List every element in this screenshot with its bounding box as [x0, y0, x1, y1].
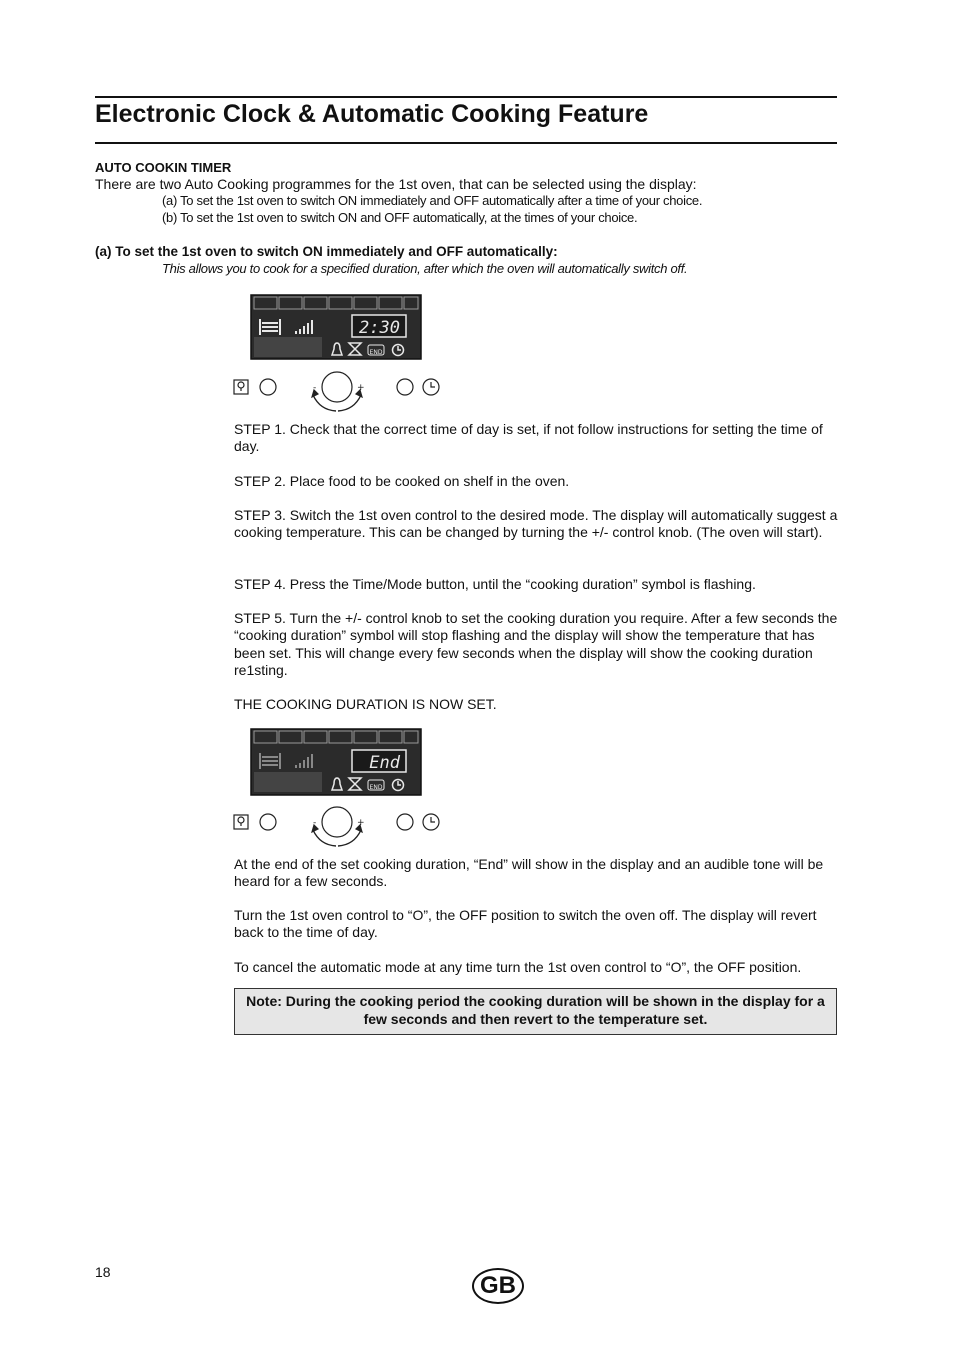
control-panel-2 [230, 727, 446, 849]
knob-plus: + [357, 818, 365, 828]
light-button-2[interactable] [234, 814, 276, 830]
svg-text:END: END [369, 784, 383, 791]
panel-diagram-2 [230, 727, 446, 849]
knob-minus: - [313, 383, 317, 393]
page-title: Electronic Clock & Automatic Cooking Feature [95, 100, 649, 128]
step-4: STEP 4. Press the Time/Mode button, until the “cooking duration” symbol is flashing. [234, 576, 756, 592]
time-mode-button-2[interactable] [397, 814, 439, 830]
knob-minus: - [313, 818, 317, 828]
option-a: (a) To set the 1st oven to switch ON immediately and OFF automatically after a time of your choice. [162, 193, 703, 208]
title-rule [95, 142, 837, 144]
auto-timer-heading: AUTO COOKIN TIMER [95, 160, 232, 175]
display-readout-2: End [369, 753, 400, 773]
knob-icon[interactable] [312, 372, 362, 411]
step-1: STEP 1. Check that the correct time of day is set, if not follow instructions for setting the time of day. [234, 421, 823, 455]
duration-set: THE COOKING DURATION IS NOW SET. [234, 696, 497, 712]
step-3: STEP 3. Switch the 1st oven control to the desired mode. The display will automatically suggest a cooking temperature. This can be changed by turning the +/- control knob. (The oven will start). [234, 507, 838, 541]
auto-timer-intro: There are two Auto Cooking programmes for the 1st oven, that can be selected using the display: [95, 176, 697, 192]
country-badge: GB [472, 1268, 524, 1304]
panel-diagram-1 [230, 293, 446, 415]
step-2: STEP 2. Place food to be cooked on shelf in the oven. [234, 473, 570, 489]
section-a-subtitle: This allows you to cook for a specified duration, after which the oven will automatically switch off. [162, 261, 688, 276]
cancel-paragraph: To cancel the automatic mode at any time turn the 1st oven control to “O”, the OFF position. [234, 959, 802, 975]
svg-text:END: END [369, 349, 383, 356]
off-paragraph: Turn the 1st oven control to “O”, the OFF position to switch the oven off. The display will revert back to the time of day. [234, 907, 817, 941]
display-readout-1: 2:30 [359, 318, 400, 338]
control-panel-1 [230, 293, 446, 415]
step-5: STEP 5. Turn the +/- control knob to set the cooking duration you require. After a few seconds the “cooking duration” symbol will stop flashing and the display will show the temperature that has been set. This will change every few seconds when the display will show the cooking duration re1sting. [234, 610, 838, 678]
option-b: (b) To set the 1st oven to switch ON and OFF automatically, at the times of your choice. [162, 210, 638, 225]
knob-plus: + [357, 383, 365, 393]
time-mode-button-1[interactable] [397, 379, 439, 395]
end-paragraph: At the end of the set cooking duration, “End” will show in the display and an audible tone will be heard for a few seconds. [234, 856, 824, 890]
note-box: Note: During the cooking period the cooking duration will be shown in the display for a few seconds and then revert to the temperature set. [234, 988, 837, 1035]
light-button-1[interactable] [234, 379, 276, 395]
page-number: 18 [95, 1264, 111, 1280]
section-a-heading: (a) To set the 1st oven to switch ON immediately and OFF automatically: [95, 244, 558, 259]
top-rule [95, 96, 837, 98]
knob-icon[interactable] [312, 807, 362, 846]
